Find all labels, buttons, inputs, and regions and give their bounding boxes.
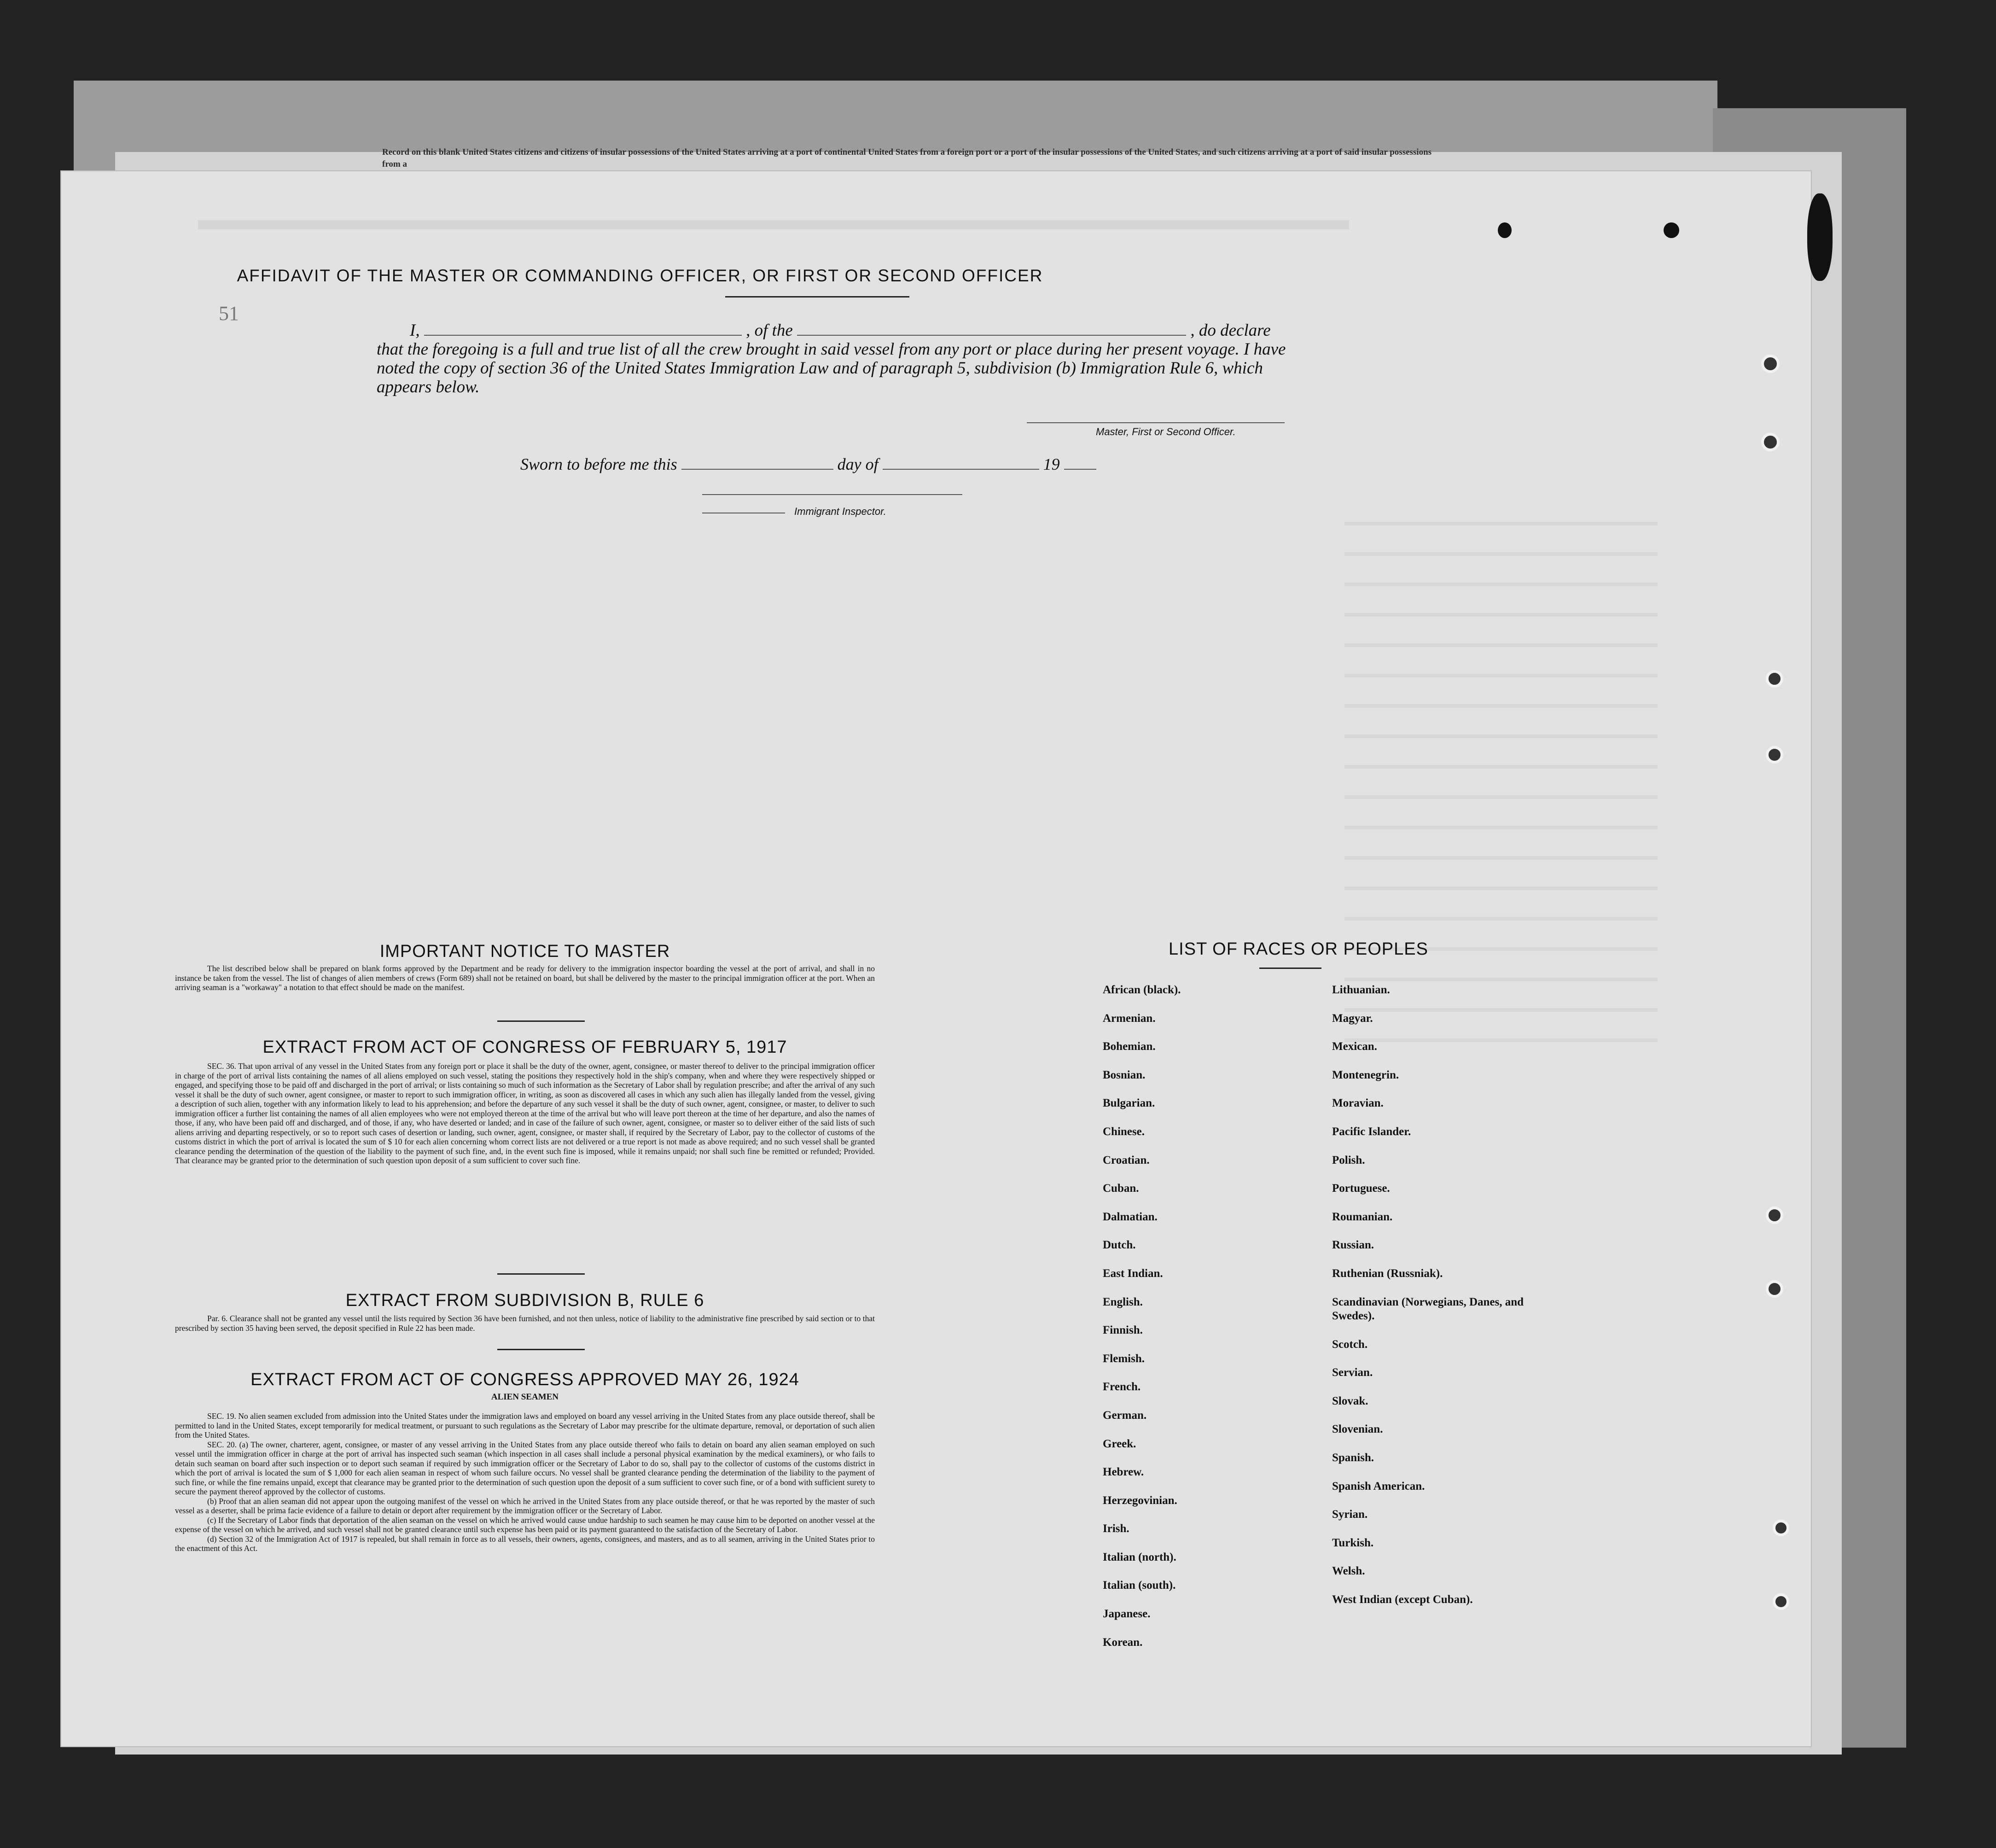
race-item: Scandinavian (Norwegians, Danes, and Swedes). <box>1332 1295 1524 1322</box>
race-item: Irish. <box>1103 1522 1129 1535</box>
signature-line[interactable] <box>1027 422 1285 423</box>
binder-ring <box>1766 670 1783 688</box>
binder-ring <box>1761 355 1780 373</box>
races-right-column <box>1332 983 1525 1621</box>
race-item: West Indian (except Cuban). <box>1332 1593 1473 1606</box>
extract-1917-rule <box>497 1273 585 1275</box>
race-item: Japanese. <box>1103 1608 1151 1621</box>
race-item: Croatian. <box>1103 1154 1150 1166</box>
declaration-first-line <box>410 321 1271 340</box>
race-item: Herzegovinian. <box>1103 1494 1177 1507</box>
officer-name-blank[interactable] <box>424 335 742 336</box>
race-item: Welsh. <box>1332 1565 1365 1578</box>
binder-ring <box>1766 746 1783 764</box>
race-item: Dalmatian. <box>1103 1210 1158 1223</box>
race-item: Cuban. <box>1103 1182 1139 1195</box>
notice-body: The list described below shall be prepared on blank forms approved by the Department and be ready for delivery to the immigration inspector boarding the vessel at the port of arrival, and shall in no instance be taken from the vessel. The list of changes of alien members of crews (Form 689) shall not be retained on board, but shall be delivered by the master to the principal immigration officer at the port. When an arriving seaman is a "workaway" a notation to that effect should be made on the manifest. <box>175 964 875 992</box>
binder-ring <box>1761 433 1780 451</box>
sec19-paragraph: SEC. 19. No alien seamen excluded from admission into the United States under the immigration laws and employed on board any vessel arriving in the United States from any place outside thereof, shall be permitted to land in the United States, except temporarily for medical treatment, or pursuant to such regulations as the Secretary of Labor may prescribe for the ultimate departure, removal, or deportation of such alien from the United States. <box>175 1411 875 1440</box>
bleed-through-heading <box>198 220 1349 229</box>
binder-ring <box>1773 1593 1789 1610</box>
race-item: Italian (north). <box>1103 1551 1176 1563</box>
race-item: Armenian. <box>1103 1012 1156 1025</box>
punch-hole <box>1498 222 1512 238</box>
race-item: Bosnian. <box>1103 1068 1146 1081</box>
declaration-do-declare: , do declare <box>1190 321 1271 340</box>
race-item: English. <box>1103 1295 1143 1308</box>
race-item: Bulgarian. <box>1103 1097 1155 1110</box>
race-item: Portuguese. <box>1332 1182 1390 1195</box>
race-item: Servian. <box>1332 1366 1373 1379</box>
sworn-year-prefix: 19 <box>1043 455 1060 473</box>
extract-1917-heading: EXTRACT FROM ACT OF CONGRESS OF FEBRUARY 5, 1917 <box>262 1038 787 1057</box>
declaration-of-the: , of the <box>746 321 793 340</box>
race-item: Hebrew. <box>1103 1466 1144 1479</box>
race-item: Bohemian. <box>1103 1040 1156 1053</box>
notice-heading: IMPORTANT NOTICE TO MASTER <box>379 942 670 961</box>
race-item: Slovak. <box>1332 1394 1368 1407</box>
back-sheet-record-text: Record on this blank United States citizens and citizens of insular possessions of the United States arriving at a port of continental United States from a foreign port or a port of the insular possessions of the United States, and such citizens arriving at a port of said insular possessions from a <box>382 147 1432 169</box>
race-item: Turkish. <box>1332 1536 1374 1549</box>
sec20a-paragraph: SEC. 20. (a) The owner, charterer, agent, consignee, or master of any vessel arriving in the United States from any place outside thereof who fails to detain on board any alien seaman employed on such vessel until the immigration officer in charge at the port of arrival has inspected such seaman (which inspection in all cases shall include a personal physical examination by the medical examiners), or who fails to detain such seaman on board after such inspection or to deport such seaman if required by such immigration officer or the Secretary of Labor to do so, shall pay to the collector of customs of the customs district in which the port of arrival is located the sum of $ 1,000 for each alien seaman in respect of whom such failure occurs. No vessel shall be granted clearance pending the determination of the liability to the payment of such fine, or while the fine remains unpaid, except that clearance may be granted prior to the determination of such question upon the deposit of a sum sufficient to cover such fine, or of a bond with sufficient surety to secure the payment thereof approved by the collector of customs. <box>175 1440 875 1496</box>
race-item: Greek. <box>1103 1437 1136 1450</box>
race-item: Lithuanian. <box>1332 984 1390 996</box>
race-item: Mexican. <box>1332 1040 1377 1053</box>
race-item: Flemish. <box>1103 1352 1145 1365</box>
race-item: Russian. <box>1332 1239 1374 1252</box>
race-item: German. <box>1103 1409 1147 1422</box>
notice-rule <box>497 1020 585 1022</box>
page-number: 51 <box>219 302 239 325</box>
declaration-text: that the foregoing is a full and true list of all the crew brought in said vessel from any port or place during her present voyage. I have noted the copy of section 36 of the United States Immigration Law and of paragraph 5, subdivision (b) Immigration Rule 6, which appears below. <box>377 340 1286 396</box>
signature-label: Master, First or Second Officer. <box>1096 426 1236 437</box>
inspector-signature-line[interactable] <box>702 494 962 495</box>
sec20b-paragraph: (b) Proof that an alien seaman did not appear upon the outgoing manifest of the vessel on which he arrived in the United States from any place outside thereof, or that he was reported by the master of such vessel as a deserter, shall be prima facie evidence of a failure to detain or deport after requirement by the immigration officer or the Secretary of Labor. <box>175 1496 875 1515</box>
punch-hole <box>1664 222 1679 238</box>
bleed-through-columns <box>1344 495 1658 1061</box>
races-heading: LIST OF RACES OR PEOPLES <box>1169 939 1428 959</box>
race-item: Finnish. <box>1103 1324 1143 1337</box>
race-item: Pacific Islander. <box>1332 1125 1411 1138</box>
races-rule <box>1259 968 1321 969</box>
extract-rule6-heading: EXTRACT FROM SUBDIVISION B, RULE 6 <box>345 1291 704 1310</box>
binder-ring <box>1773 1520 1789 1536</box>
alien-seamen-subheading: ALIEN SEAMEN <box>491 1392 559 1402</box>
extract-1917-body: SEC. 36. That upon arrival of any vessel in the United States from any foreign port or place it shall be the duty of the owner, agent, consignee, or master thereof to deliver to the principal immigration officer in charge of the port of arrival lists containing the names of all aliens employed on such vessel, stating the positions they respectively hold in the ship's company, when and where they were respectively shipped or engaged, and specifying those to be paid off and discharged in the port of arrival; or lists containing so much of such information as the Secretary of Labor shall by regulation prescribe; and after the arrival of any such vessel it shall be the duty of such owner, agent consignee, or master to report to such immigration officer, in writing, as soon as discovered all cases in which any such alien has illegally landed from the vessel, giving a description of such alien, together with any information likely to lead to his apprehension; and before the departure of any such vessel it shall be the duty of such owner, agent, consignee, or master, to deliver to such immigration officer a further list containing the names of all alien employees who were not employed thereon at the time of the arrival but who will leave port thereon at the time of her departure, and also the names of those, if any, who have been paid off and discharged, and of those, if any, who have deserted or landed; and in case of the failure of such owner, agent, consignee, or master so to deliver either of the said lists of such aliens arriving and departing respectively, or so to report such cases of desertion or landing, such owner, agent, consignee, or master shall, if required by the Secretary of Labor, pay to the collector of customs of the customs district in which the port of arrival is located the sum of $ 10 for each alien concerning whom correct lists are not delivered or a true report is not made as above required; and no such vessel shall be granted clearance pending the determination of the question of the liability to the payment of such fine, and, in the event such fine is imposed, while it remains unpaid; nor shall such fine be remitted or refunded; Provided. That clearance may be granted prior to the determination of such question upon deposit of a sum sufficient to cover such fine. <box>175 1061 875 1165</box>
race-item: Moravian. <box>1332 1097 1384 1110</box>
race-item: Scotch. <box>1332 1338 1368 1351</box>
vessel-name-blank[interactable] <box>797 335 1186 336</box>
sec20c-paragraph: (c) If the Secretary of Labor finds that deportation of the alien seaman on the vessel on which he arrived would cause undue hardship to such seamen he may cause him to be deported on another vessel at the expense of the vessel on which he arrived, and such vessel shall not be granted clearance until such expense has been paid or its payment guaranteed to the satisfaction of the Secretary of Labor. <box>175 1515 875 1534</box>
extract-1924-heading: EXTRACT FROM ACT OF CONGRESS APPROVED MAY 26, 1924 <box>250 1370 799 1389</box>
sworn-line <box>520 455 1096 474</box>
races-left-column <box>1103 983 1296 1664</box>
inspector-label: Immigrant Inspector. <box>794 506 886 517</box>
race-item: Polish. <box>1332 1154 1365 1166</box>
sworn-year-blank[interactable] <box>1064 469 1096 470</box>
extract-rule6-body: Par. 6. Clearance shall not be granted any vessel until the lists required by Section 36 have been furnished, and not then unless, notice of liability to the administrative fine prescribed by said section or to that prescribed by section 35 having been served, the deposit specified in Rule 22 has been made. <box>175 1314 875 1333</box>
race-item: Chinese. <box>1103 1125 1145 1138</box>
extract-1924-body <box>175 1411 875 1553</box>
race-item: Korean. <box>1103 1636 1143 1649</box>
race-item: Italian (south). <box>1103 1579 1176 1592</box>
race-item: French. <box>1103 1381 1141 1393</box>
sworn-label: Sworn to before me this <box>520 455 677 473</box>
race-item: Dutch. <box>1103 1239 1136 1252</box>
sec20d-paragraph: (d) Section 32 of the Immigration Act of 1917 is repealed, but shall remain in force as to all vessels, their owners, agents, consignees, and masters, and as to all seamen, arriving in the United States prior to the enactment of this Act. <box>175 1534 875 1553</box>
race-item: African (black). <box>1103 984 1181 996</box>
race-item: Spanish American. <box>1332 1480 1425 1492</box>
sworn-day-blank[interactable] <box>681 469 833 470</box>
race-item: Montenegrin. <box>1332 1068 1399 1081</box>
race-item: Slovenian. <box>1332 1423 1383 1436</box>
race-item: Spanish. <box>1332 1451 1374 1464</box>
race-item: Roumanian. <box>1332 1210 1393 1223</box>
binder-ring <box>1766 1280 1783 1298</box>
binder-clip <box>1807 193 1833 281</box>
race-item: Magyar. <box>1332 1012 1373 1025</box>
declaration-i: I, <box>410 321 420 340</box>
race-item: Ruthenian (Russniak). <box>1332 1267 1443 1280</box>
title-rule <box>725 296 909 297</box>
sworn-month-blank[interactable] <box>883 469 1039 470</box>
affidavit-title: AFFIDAVIT OF THE MASTER OR COMMANDING OFFICER, OR FIRST OR SECOND OFFICER <box>237 266 1043 285</box>
race-item: East Indian. <box>1103 1267 1163 1280</box>
binder-ring <box>1766 1207 1783 1224</box>
sworn-day-of: day of <box>837 455 879 473</box>
extract-rule6-rule <box>497 1349 585 1350</box>
race-item: Syrian. <box>1332 1508 1368 1521</box>
